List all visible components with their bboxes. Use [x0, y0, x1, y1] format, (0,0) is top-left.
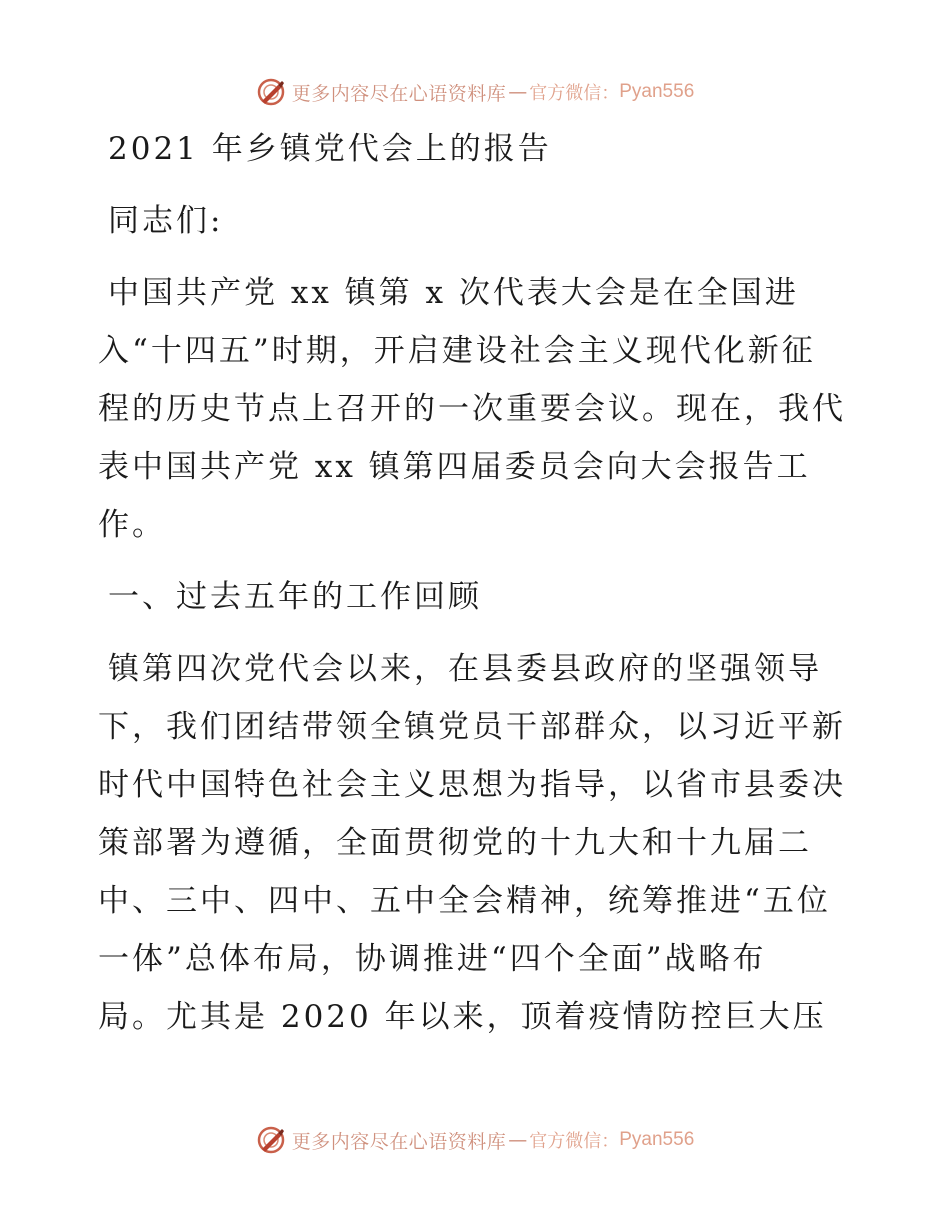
paragraph-line: 程的历史节点上召开的一次重要会议。现在，我代	[98, 391, 846, 427]
paragraph-line: 中、三中、四中、五中全会精神，统筹推进“五位	[98, 883, 831, 919]
paragraph-line: 下，我们团结带领全镇党员干部群众，以习近平新	[98, 709, 846, 745]
document-title: 2021 年乡镇党代会上的报告	[108, 131, 552, 167]
header-watermark	[0, 72, 950, 112]
watermark-wechat-id: Pyan556	[619, 1129, 695, 1150]
watermark-subtitle: 官方微信：	[529, 83, 620, 104]
footer-watermark	[0, 1120, 950, 1160]
document-body	[98, 120, 858, 1046]
pen-circle-logo-icon	[256, 1125, 286, 1155]
paragraph-1	[98, 264, 858, 554]
salutation: 同志们:	[108, 203, 224, 239]
watermark-text: 更多内容尽在心语资料库	[291, 1130, 507, 1153]
paragraph-line: 作。	[98, 507, 166, 543]
section-heading: 一、过去五年的工作回顾	[108, 579, 482, 615]
paragraph-line: 表中国共产党 xx 镇第四届委员会向大会报告工	[98, 449, 811, 485]
watermark-text: 更多内容尽在心语资料库	[291, 82, 507, 105]
paragraph-line: 入“十四五”时期，开启建设社会主义现代化新征	[98, 333, 816, 369]
paragraph-2	[98, 640, 858, 1046]
paragraph-line: 局。尤其是 2020 年以来，顶着疫情防控巨大压	[98, 999, 827, 1035]
watermark-subtitle: 官方微信：	[529, 1131, 620, 1152]
paragraph-line: 时代中国特色社会主义思想为指导，以省市县委决	[98, 767, 846, 803]
paragraph-line: 镇第四次党代会以来，在县委县政府的坚强领导	[108, 651, 822, 687]
watermark-wechat-id: Pyan556	[619, 81, 695, 102]
pen-circle-logo-icon	[256, 77, 286, 107]
paragraph-line: 一体”总体布局，协调推进“四个全面”战略布	[98, 941, 767, 977]
watermark-separator: —	[508, 1129, 528, 1151]
paragraph-line: 策部署为遵循，全面贯彻党的十九大和十九届二	[98, 825, 812, 861]
watermark-separator: —	[508, 81, 528, 103]
paragraph-line: 中国共产党 xx 镇第 x 次代表大会是在全国进	[108, 275, 799, 311]
